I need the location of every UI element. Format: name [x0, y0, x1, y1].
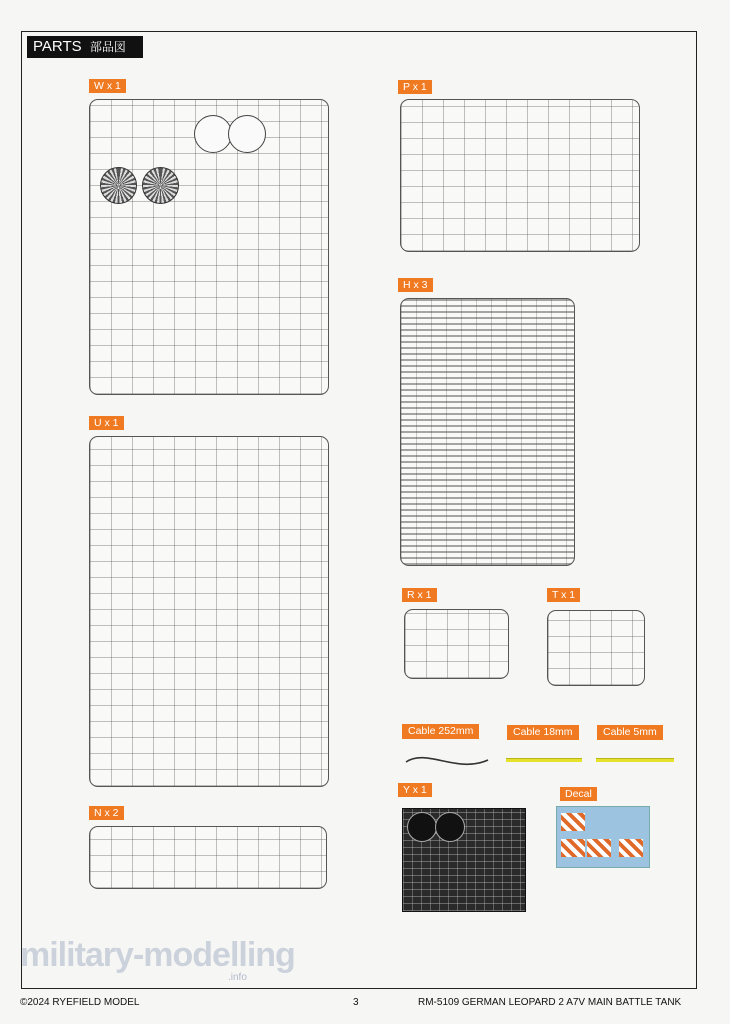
footer-copyright: ©2024 RYEFIELD MODEL	[20, 997, 140, 1008]
footer-product: RM-5109 GERMAN LEOPARD 2 A7V MAIN BATTLE TANK	[418, 997, 682, 1008]
parts-heading	[27, 36, 143, 58]
parts-title-text: PARTS	[33, 38, 82, 55]
sprue-label-y: Y x 1	[398, 783, 432, 797]
decal-label: Decal	[560, 787, 597, 801]
disc-part-icon	[435, 812, 465, 842]
ring-part-icon	[194, 115, 232, 153]
cable-label-5: Cable 5mm	[597, 725, 663, 740]
warning-stripe-icon	[619, 839, 643, 857]
photo-etch-sheet-image	[402, 808, 526, 912]
watermark-text: military-modelling	[20, 936, 295, 974]
sprue-label-t: T x 1	[547, 588, 580, 602]
sprue-n-image	[89, 826, 327, 889]
cable-252-image	[402, 744, 492, 768]
sprue-label-h: H x 3	[398, 278, 433, 292]
sprue-h-image	[400, 298, 575, 566]
warning-stripe-icon	[587, 839, 611, 857]
sprue-label-r: R x 1	[402, 588, 437, 602]
warning-stripe-icon	[561, 813, 585, 831]
sprue-label-p: P x 1	[398, 80, 432, 94]
parts-title-jp: 部品図	[89, 40, 126, 54]
sprue-r-image	[404, 609, 509, 679]
warning-stripe-icon	[561, 839, 585, 857]
ring-part-icon	[228, 115, 266, 153]
sprue-t-image	[547, 610, 645, 686]
sprue-label-n: N x 2	[89, 806, 124, 820]
sprue-p-image	[400, 99, 640, 252]
cable-label-252: Cable 252mm	[402, 724, 479, 739]
disc-part-icon	[407, 812, 437, 842]
cable-label-18: Cable 18mm	[507, 725, 579, 740]
sprue-w-image	[89, 99, 329, 395]
wheel-part-icon	[142, 167, 179, 204]
sprue-u-image	[89, 436, 329, 787]
decal-sheet-image	[556, 806, 650, 868]
footer-page-number: 3	[353, 997, 359, 1008]
sprue-label-u: U x 1	[89, 416, 124, 430]
watermark-sub: .info	[228, 972, 247, 983]
cable-18-image	[506, 758, 582, 762]
sprue-label-w: W x 1	[89, 79, 126, 93]
cable-5-image	[596, 758, 674, 762]
wheel-part-icon	[100, 167, 137, 204]
